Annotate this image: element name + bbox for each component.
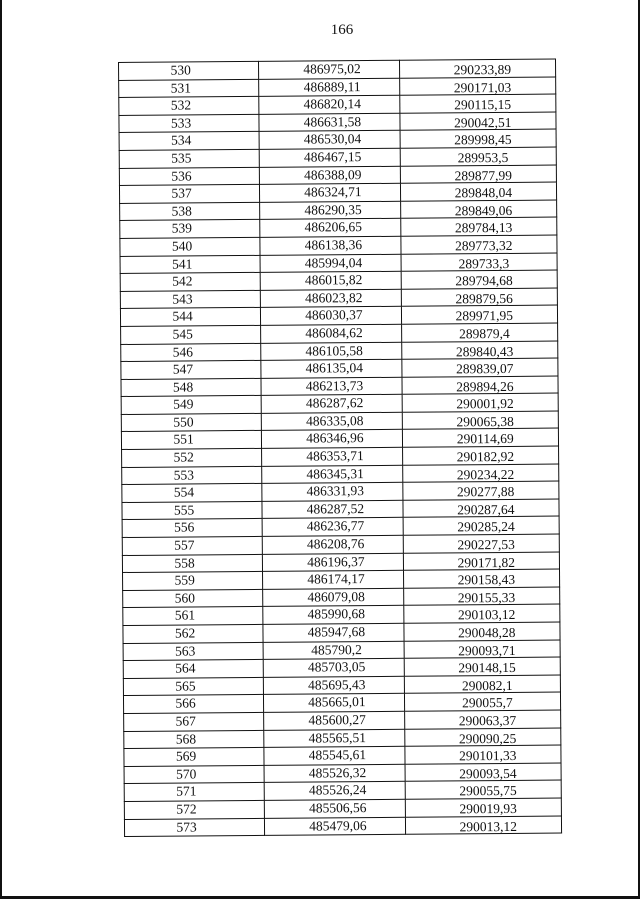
x-coordinate-text: 485790,2 [311, 641, 362, 658]
x-coordinate-text: 486388,09 [304, 166, 362, 183]
y-coordinate-cell [404, 657, 560, 676]
y-coordinate-cell [402, 393, 558, 412]
x-coordinate-text: 486331,93 [306, 483, 365, 499]
x-coordinate-cell [261, 359, 402, 378]
x-coordinate-text: 486015,82 [304, 272, 363, 288]
point-number-cell [122, 448, 262, 467]
y-coordinate-text: 290048,28 [458, 624, 516, 641]
y-coordinate-cell [401, 270, 557, 289]
y-coordinate-text: 289894,26 [456, 378, 514, 395]
x-coordinate-text: 485565,51 [308, 729, 366, 746]
y-coordinate-text: 290171,82 [457, 554, 515, 570]
point-number-cell [124, 818, 264, 837]
y-coordinate-cell [401, 253, 557, 272]
x-coordinate-cell [260, 271, 401, 290]
y-coordinate-text: 290182,92 [456, 448, 515, 465]
point-number-cell [120, 290, 260, 309]
x-coordinate-cell [259, 95, 400, 114]
table-row [123, 675, 560, 696]
point-number-cell [119, 114, 259, 133]
x-coordinate-text: 486324,71 [304, 184, 362, 200]
point-number-cell [121, 360, 261, 379]
point-number-cell [123, 677, 263, 696]
y-coordinate-text: 289971,95 [455, 308, 514, 324]
x-coordinate-text: 486206,65 [304, 219, 362, 235]
y-coordinate-cell [401, 323, 557, 342]
point-number-cell [124, 765, 264, 784]
y-coordinate-text: 290019,93 [459, 800, 517, 817]
point-number-text: 568 [175, 730, 197, 747]
x-coordinate-cell [263, 623, 404, 642]
x-coordinate-cell [260, 236, 401, 255]
x-coordinate-cell [263, 588, 404, 607]
point-number-text: 560 [174, 590, 195, 606]
y-coordinate-text: 290013,12 [459, 818, 518, 834]
x-coordinate-cell [260, 289, 401, 308]
x-coordinate-text: 486138,36 [304, 237, 363, 253]
point-number-cell [120, 273, 260, 292]
y-coordinate-cell [403, 552, 559, 571]
x-coordinate-cell [264, 694, 405, 713]
point-number-text: 558 [174, 555, 195, 571]
table-row [124, 798, 561, 819]
point-number-cell [120, 237, 260, 256]
point-number-cell [123, 624, 263, 643]
point-number-text: 543 [172, 291, 193, 307]
point-number-cell [120, 220, 260, 239]
x-coordinate-text: 485695,43 [308, 676, 366, 693]
x-coordinate-cell [263, 553, 404, 572]
x-coordinate-text: 486084,62 [305, 324, 363, 341]
table-row [122, 464, 559, 485]
x-coordinate-cell [261, 377, 402, 396]
point-number-text: 532 [170, 97, 192, 113]
point-number-text: 565 [175, 678, 196, 694]
x-coordinate-cell [260, 219, 401, 238]
point-number-cell [124, 748, 264, 767]
table-row [122, 499, 559, 520]
table-row [123, 640, 560, 661]
x-coordinate-text: 486079,08 [307, 588, 365, 605]
point-number-text: 548 [172, 379, 194, 395]
y-coordinate-cell [400, 200, 556, 219]
point-number-text: 550 [173, 414, 194, 430]
point-number-text: 535 [171, 150, 192, 166]
x-coordinate-text: 486105,58 [305, 342, 363, 359]
x-coordinate-cell [264, 764, 405, 783]
y-coordinate-cell [401, 288, 557, 307]
y-coordinate-cell [403, 569, 559, 588]
point-number-text: 546 [172, 343, 194, 360]
y-coordinate-text: 290285,24 [457, 519, 515, 535]
y-coordinate-cell [404, 728, 560, 747]
x-coordinate-text: 486208,76 [306, 536, 365, 552]
y-coordinate-text: 289784,13 [454, 220, 513, 236]
point-number-cell [122, 501, 262, 520]
y-coordinate-text: 290093,54 [459, 765, 517, 782]
y-coordinate-cell [405, 780, 561, 799]
point-number-text: 552 [173, 449, 194, 465]
x-coordinate-text: 486135,04 [305, 360, 364, 376]
x-coordinate-cell [259, 131, 400, 150]
point-number-cell [119, 167, 259, 186]
point-number-text: 569 [175, 748, 197, 764]
point-number-text: 534 [171, 132, 192, 148]
y-coordinate-text: 289849,06 [454, 202, 513, 219]
table-row [123, 622, 560, 643]
x-coordinate-text: 485545,61 [308, 747, 367, 763]
table-row [120, 235, 557, 256]
y-coordinate-cell [401, 341, 557, 360]
table-row [123, 587, 560, 608]
x-coordinate-cell [260, 201, 401, 220]
y-coordinate-cell [405, 745, 561, 764]
table-row [124, 710, 561, 731]
point-number-text: 555 [173, 502, 195, 518]
y-coordinate-cell [400, 165, 556, 184]
y-coordinate-text: 289839,07 [455, 360, 514, 377]
y-coordinate-cell [402, 411, 558, 430]
y-coordinate-text: 290055,75 [459, 783, 517, 799]
point-number-cell [124, 712, 264, 731]
point-number-text: 540 [171, 238, 193, 254]
point-number-cell [119, 61, 259, 80]
x-coordinate-text: 485506,56 [309, 800, 367, 816]
y-coordinate-cell [399, 77, 555, 96]
point-number-cell [123, 695, 263, 714]
y-coordinate-text: 290155,33 [457, 589, 516, 606]
y-coordinate-text: 289733,3 [458, 255, 510, 271]
point-number-cell [122, 484, 262, 503]
x-coordinate-cell [262, 535, 403, 554]
y-coordinate-cell [401, 305, 557, 324]
point-number-cell [124, 800, 264, 819]
point-number-text: 541 [171, 255, 193, 272]
point-number-text: 570 [176, 766, 197, 782]
table-row [120, 200, 557, 221]
y-coordinate-cell [401, 235, 557, 254]
x-coordinate-cell [263, 658, 404, 677]
x-coordinate-cell [260, 166, 401, 185]
y-coordinate-cell [400, 112, 556, 131]
x-coordinate-text: 486287,62 [305, 395, 364, 411]
x-coordinate-text: 486213,73 [305, 377, 364, 394]
table-row [119, 147, 556, 168]
scan-edge-left [0, 0, 2, 899]
table-row [119, 77, 556, 98]
point-number-text: 542 [172, 273, 193, 289]
x-coordinate-cell [263, 641, 404, 660]
point-number-cell [123, 660, 263, 679]
x-coordinate-text: 486345,31 [306, 465, 364, 482]
table-row [120, 270, 557, 291]
point-number-cell [122, 519, 262, 538]
point-number-cell [123, 642, 263, 661]
point-number-cell [121, 431, 261, 450]
x-coordinate-cell [263, 570, 404, 589]
y-coordinate-text: 289998,45 [454, 132, 512, 148]
y-coordinate-text: 290090,25 [458, 730, 517, 746]
point-number-text: 561 [174, 607, 196, 623]
y-coordinate-cell [402, 464, 558, 483]
y-coordinate-cell [403, 587, 559, 606]
x-coordinate-cell [261, 324, 402, 343]
table-row [119, 59, 556, 80]
point-number-text: 573 [176, 818, 197, 835]
y-coordinate-text: 289879,56 [455, 290, 513, 307]
x-coordinate-cell [262, 483, 403, 502]
y-coordinate-cell [405, 798, 561, 817]
point-number-cell [123, 589, 263, 608]
point-number-text: 530 [170, 62, 191, 78]
x-coordinate-text: 485600,27 [308, 712, 366, 728]
y-coordinate-text: 289953,5 [457, 149, 509, 166]
point-number-cell [124, 783, 264, 802]
y-coordinate-text: 290065,38 [456, 413, 514, 430]
point-number-text: 563 [175, 643, 196, 659]
point-number-text: 539 [171, 220, 193, 236]
y-coordinate-text: 290227,53 [457, 536, 515, 553]
x-coordinate-cell [259, 148, 400, 167]
x-coordinate-cell [262, 430, 403, 449]
x-coordinate-cell [259, 113, 400, 132]
point-number-cell [122, 466, 262, 485]
y-coordinate-text: 290277,88 [456, 484, 515, 500]
y-coordinate-text: 290233,89 [453, 61, 512, 78]
point-number-cell [121, 378, 261, 397]
table-row [121, 411, 558, 432]
y-coordinate-text: 290093,71 [458, 642, 516, 658]
y-coordinate-cell [400, 129, 556, 148]
y-coordinate-text: 290042,51 [454, 114, 512, 131]
x-coordinate-cell [265, 799, 406, 818]
y-coordinate-cell [401, 358, 557, 377]
x-coordinate-cell [259, 60, 400, 79]
x-coordinate-text: 485479,06 [309, 817, 367, 834]
x-coordinate-cell [264, 711, 405, 730]
x-coordinate-text: 485703,05 [307, 659, 366, 675]
point-number-text: 554 [173, 484, 195, 500]
point-number-cell [121, 396, 261, 415]
point-number-cell [123, 572, 263, 591]
point-number-cell [119, 149, 259, 168]
table-row [121, 358, 558, 379]
x-coordinate-cell [263, 606, 404, 625]
point-number-text: 547 [172, 361, 194, 377]
y-coordinate-text: 290287,64 [457, 501, 515, 518]
y-coordinate-text: 290103,12 [457, 607, 516, 623]
x-coordinate-cell [261, 395, 402, 414]
y-coordinate-cell [404, 675, 560, 694]
table-row [122, 446, 559, 467]
x-coordinate-cell [262, 447, 403, 466]
y-coordinate-text: 290234,22 [456, 466, 515, 483]
table-row [121, 323, 558, 344]
x-coordinate-cell [260, 254, 401, 273]
x-coordinate-text: 486889,11 [303, 78, 361, 95]
y-coordinate-text: 290063,37 [458, 712, 517, 729]
x-coordinate-text: 486820,14 [303, 96, 362, 112]
point-number-text: 553 [173, 467, 195, 483]
x-coordinate-text: 486236,77 [306, 518, 365, 534]
x-coordinate-text: 486030,37 [305, 307, 363, 323]
y-coordinate-text: 290171,03 [453, 79, 512, 95]
point-number-text: 533 [170, 115, 192, 131]
x-coordinate-text: 486353,71 [306, 448, 364, 464]
point-number-text: 564 [175, 660, 196, 676]
point-number-text: 567 [175, 713, 196, 729]
point-number-cell [121, 413, 261, 432]
point-number-cell [120, 202, 260, 221]
x-coordinate-text: 486346,96 [306, 430, 364, 447]
y-coordinate-text: 290055,7 [461, 695, 513, 711]
table-row [124, 728, 561, 749]
x-coordinate-cell [261, 307, 402, 326]
y-coordinate-text: 290158,43 [457, 572, 516, 588]
x-coordinate-text: 485526,24 [308, 782, 367, 798]
x-coordinate-cell [264, 782, 405, 801]
y-coordinate-cell [399, 59, 555, 78]
x-coordinate-text: 486530,04 [303, 131, 362, 147]
point-number-text: 537 [171, 185, 192, 201]
y-coordinate-text: 290101,33 [459, 748, 517, 764]
y-coordinate-cell [402, 429, 558, 448]
point-number-text: 566 [175, 695, 196, 711]
x-coordinate-cell [262, 465, 403, 484]
x-coordinate-text: 486196,37 [307, 553, 365, 570]
x-coordinate-text: 486335,08 [306, 412, 364, 429]
table-row [124, 816, 561, 837]
y-coordinate-text: 289848,04 [454, 185, 513, 201]
x-coordinate-text: 486023,82 [305, 289, 363, 306]
y-coordinate-cell [400, 182, 556, 201]
coordinates-table-body [119, 59, 562, 837]
point-number-cell [121, 343, 261, 362]
point-number-text: 556 [174, 519, 195, 536]
table-row [122, 552, 559, 573]
point-number-text: 536 [171, 167, 192, 184]
y-coordinate-cell [404, 710, 560, 729]
point-number-text: 538 [171, 203, 192, 219]
point-number-cell [120, 255, 260, 274]
y-coordinate-cell [405, 816, 561, 835]
x-coordinate-cell [261, 412, 402, 431]
table-row [124, 763, 561, 784]
x-coordinate-text: 486467,15 [303, 149, 362, 165]
table-row [122, 534, 559, 555]
y-coordinate-text: 290082,1 [461, 677, 513, 694]
x-coordinate-text: 485947,68 [307, 624, 366, 640]
x-coordinate-text: 486290,35 [304, 201, 362, 218]
point-number-text: 572 [176, 801, 197, 817]
x-coordinate-text: 486631,58 [303, 113, 362, 130]
table-row [121, 341, 558, 362]
y-coordinate-text: 290114,69 [456, 431, 514, 447]
point-number-cell [119, 97, 259, 116]
point-number-text: 531 [170, 80, 191, 96]
x-coordinate-cell [264, 676, 405, 695]
point-number-text: 559 [174, 572, 195, 588]
point-number-text: 551 [173, 431, 194, 448]
point-number-cell [124, 730, 264, 749]
y-coordinate-text: 290148,15 [458, 660, 516, 676]
y-coordinate-cell [402, 481, 558, 500]
x-coordinate-cell [259, 78, 400, 97]
point-number-cell [121, 325, 261, 344]
point-number-cell [120, 308, 260, 327]
x-coordinate-text: 485665,01 [308, 694, 366, 710]
y-coordinate-cell [402, 446, 558, 465]
y-coordinate-cell [403, 516, 559, 535]
y-coordinate-cell [404, 692, 560, 711]
y-coordinate-cell [403, 499, 559, 518]
x-coordinate-text: 486174,17 [307, 571, 365, 587]
y-coordinate-text: 290115,15 [454, 97, 512, 113]
table-row [119, 112, 556, 133]
y-coordinate-text: 289773,32 [455, 237, 513, 254]
x-coordinate-text: 486975,02 [303, 61, 361, 77]
point-number-cell [123, 607, 263, 626]
point-number-text: 557 [174, 537, 195, 553]
y-coordinate-cell [400, 217, 556, 236]
y-coordinate-cell [399, 94, 555, 113]
point-number-text: 544 [172, 308, 193, 324]
point-number-cell [122, 554, 262, 573]
y-coordinate-cell [403, 604, 559, 623]
table-row [120, 253, 557, 274]
x-coordinate-cell [262, 518, 403, 537]
y-coordinate-text: 289879,4 [459, 325, 510, 342]
x-coordinate-text: 485994,04 [304, 254, 363, 271]
x-coordinate-cell [260, 183, 401, 202]
x-coordinate-text: 485526,32 [308, 764, 367, 781]
x-coordinate-cell [262, 500, 403, 519]
y-coordinate-text: 289794,68 [455, 273, 513, 289]
point-number-text: 545 [172, 326, 193, 342]
point-number-cell [119, 185, 259, 204]
coordinates-table [118, 59, 562, 838]
table-row [120, 288, 557, 309]
y-coordinate-cell [402, 376, 558, 395]
y-coordinate-cell [403, 534, 559, 553]
point-number-cell [122, 536, 262, 555]
page-number: 166 [330, 22, 354, 38]
point-number-cell [119, 79, 259, 98]
x-coordinate-text: 486287,52 [306, 500, 365, 517]
y-coordinate-text: 290001,92 [456, 396, 514, 412]
y-coordinate-text: 289877,99 [454, 167, 512, 183]
point-number-text: 549 [173, 396, 194, 412]
point-number-text: 562 [174, 625, 196, 641]
y-coordinate-cell [405, 763, 561, 782]
y-coordinate-text: 289840,43 [455, 343, 514, 359]
point-number-text: 571 [176, 783, 197, 799]
x-coordinate-cell [264, 729, 405, 748]
point-number-cell [119, 132, 259, 151]
table-row [119, 165, 556, 186]
y-coordinate-cell [404, 622, 560, 641]
table-row [121, 376, 558, 397]
x-coordinate-text: 485990,68 [307, 606, 366, 622]
y-coordinate-cell [404, 640, 560, 659]
x-coordinate-cell [261, 342, 402, 361]
x-coordinate-cell [265, 817, 406, 836]
y-coordinate-cell [400, 147, 556, 166]
x-coordinate-cell [264, 746, 405, 765]
